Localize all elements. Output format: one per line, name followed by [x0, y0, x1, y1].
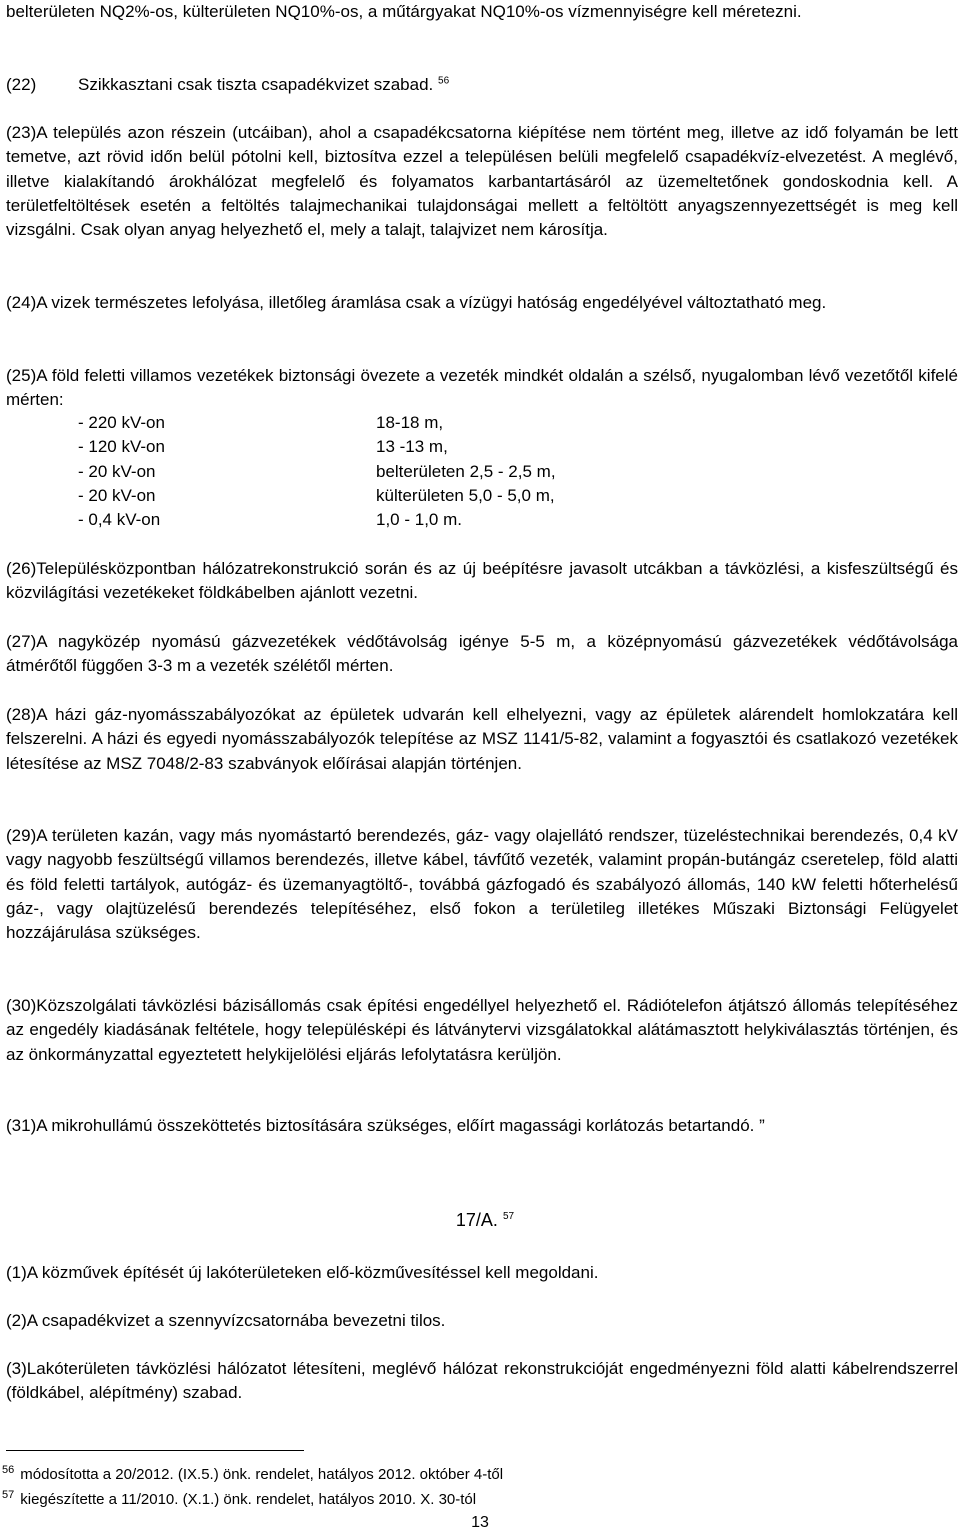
paragraph-26 — [6, 557, 958, 606]
item-number: (3) — [6, 1359, 27, 1378]
item-number: (2) — [6, 1311, 27, 1330]
paragraph-number: (24) — [6, 293, 37, 312]
paragraph-28 — [6, 703, 958, 776]
footnote-text: módosította a 20/2012. (IX.5.) önk. rendelet, hatályos 2012. október 4-től — [20, 1466, 504, 1483]
paragraph-number: (30) — [6, 996, 37, 1015]
paragraph-text: A házi gáz-nyomásszabályozókat az épületek udvarán kell elhelyezni, vagy az épületek alárendelt homlokzatára kell felszerelni. A házi és egyedi nyomásszabályozók telepítése az MSZ 1141/5-82, valamint a fogyasztói és csatlakozó vezetékek létesítése az MSZ 7048/2-83 szabványok előírásai alapján történjen. — [6, 705, 958, 773]
paragraph-22 — [6, 73, 958, 97]
paragraph-text: Közszolgálati távközlési bázisállomás csak építési engedéllyel helyezhető el. Rádiótelefon átjátszó állomás telepítéséhez az engedély kiadásának feltétele, hogy településképi és látványtervi vizsgálatokkal alátámasztott helykiválasztás történjen, és az önkormányzattal egyeztetett helykijelölési eljárás lefolytatásra kerüljön. — [6, 996, 958, 1064]
paragraph-number: (31) — [6, 1116, 37, 1135]
item-text: A csapadékvizet a szennyvízcsatornába bevezetni tilos. — [26, 1311, 446, 1330]
paragraph-number: (27) — [6, 632, 37, 651]
paragraph-number: (25) — [6, 366, 37, 385]
footnote-56 — [2, 1466, 503, 1484]
voltage-distance-table — [78, 411, 556, 532]
distance-cell: belterületen 2,5 - 2,5 m, — [376, 461, 556, 481]
footnote-number: 56 — [2, 1464, 15, 1476]
table-row — [78, 508, 556, 532]
section-item-2 — [6, 1309, 958, 1333]
section-heading — [0, 1208, 960, 1232]
section-item-3 — [6, 1357, 958, 1406]
paragraph-number: (26) — [6, 559, 37, 578]
paragraph-number: (22) — [6, 75, 37, 94]
voltage-cell: - 0,4 kV-on — [78, 510, 161, 530]
page-number: 13 — [471, 1514, 489, 1531]
paragraph-25 — [6, 364, 958, 413]
distance-cell: 18-18 m, — [376, 413, 444, 432]
footnote-57 — [2, 1491, 476, 1509]
table-row — [78, 435, 556, 459]
paragraph-number: (29) — [6, 826, 37, 845]
footnote-text: kiegészítette a 11/2010. (X.1.) önk. rendelet, hatályos 2010. X. 30-tól — [20, 1491, 477, 1508]
item-text: Lakóterületen távközlési hálózatot létesíteni, meglévő hálózat rekonstrukcióját engedményezni föld alatti kábelrendszerrel (földkábel, alépítmény) szabad. — [6, 1359, 958, 1403]
paragraph-27 — [6, 630, 958, 679]
paragraph-31 — [6, 1114, 958, 1138]
intro-continuation: belterületen NQ2%-os, külterületen NQ10%-os, a műtárgyakat NQ10%-os vízmennyiségre kell méretezni. — [6, 2, 802, 21]
footnote-number: 57 — [2, 1489, 15, 1501]
voltage-cell: - 20 kV-on — [78, 461, 156, 481]
distance-cell: 1,0 - 1,0 m. — [376, 510, 462, 530]
distance-cell: külterületen 5,0 - 5,0 m, — [376, 485, 555, 505]
section-title: 17/A. — [455, 1210, 498, 1230]
footnote-ref-56: 56 — [438, 75, 450, 87]
section-item-1 — [6, 1261, 958, 1285]
item-text: A közművek építését új lakóterületeken elő-közművesítéssel kell megoldani. — [26, 1263, 599, 1282]
paragraph-text: A nagyközép nyomású gázvezetékek védőtávolság igénye 5-5 m, a középnyomású gázvezetékek védőtávolsága átmérőtől függően 3-3 m a vezeték szélétől mérten. — [6, 632, 958, 676]
distance-cell: 13 -13 m, — [376, 437, 448, 457]
paragraph-text: A mikrohullámú összeköttetés biztosítására szükséges, előírt magassági korlátozás betartandó. ” — [36, 1116, 765, 1135]
paragraph-text: A föld feletti villamos vezetékek biztonsági övezete a vezeték mindkét oldalán a szélső, nyugalomban lévő vezetőtől kifelé mérten: — [6, 366, 958, 410]
paragraph-number: (23) — [6, 123, 37, 142]
paragraph-23 — [6, 121, 958, 242]
paragraph-text: A területen kazán, vagy más nyomástartó berendezés, gáz- vagy olajellátó rendszer, tüzeléstechnikai berendezés, 0,4 kV vagy nagyobb feszültségű villamos berendezés, illetve kábel, távfűtő vezeték, valamint propán-butángáz cseretelep, föld alatti és föld feletti tartályok, autógáz- és üzemanyagtöltő-, továbbá gázfogadó és szabályozó állomás, 140 kW feletti hőterhelésű gáz-, vagy olajtüzelésű berendezés telepítéséhez, első fokon a területileg illetékes Műszaki Biztonsági Felügyelet hozzájárulása szükséges. — [6, 826, 958, 943]
voltage-cell: - 120 kV-on — [78, 437, 165, 457]
item-number: (1) — [6, 1263, 27, 1282]
paragraph-30 — [6, 994, 958, 1067]
table-row — [78, 484, 556, 508]
paragraph-24 — [6, 291, 958, 315]
paragraph-text: Szikkasztani csak tiszta csapadékvizet szabad. — [78, 75, 434, 94]
voltage-cell: - 20 kV-on — [78, 485, 156, 505]
paragraph-text: Településközpontban hálózatrekonstrukció során és az új beépítésre javasolt utcákban a távközlési, a kisfeszültségű és közvilágítási vezetékeket földkábelben ajánlott vezetni. — [6, 559, 958, 603]
footnote-ref-57: 57 — [502, 1211, 515, 1222]
voltage-cell: - 220 kV-on — [78, 413, 165, 432]
paragraph-number: (28) — [6, 705, 37, 724]
table-row — [78, 460, 556, 484]
paragraph-29 — [6, 824, 958, 945]
table-row — [78, 411, 556, 435]
paragraph-text: A vizek természetes lefolyása, illetőleg áramlása csak a vízügyi hatóság engedélyével változtatható meg. — [36, 293, 827, 312]
footnote-separator — [6, 1450, 304, 1451]
paragraph-text: A település azon részein (utcáiban), ahol a csapadékcsatorna kiépítése nem történt meg, illetve az idő folyamán be lett temetve, azt rövid időn belül pótolni kell, biztosítva ezzel a településen belüli megfelelő csapadékvíz-elvezetést. A meglévő, illetve kialakítandó árokhálózat megfelelő és folyamatos karbantartásáról az üzemeltetőnek gondoskodnia kell. A területfeltöltések esetén a feltöltés talajmechanikai tulajdonságai mellett a feltöltött anyagszennyezettségét is meg kell vizsgálni. Csak olyan anyag helyezhető el, mely a talajt, talajvizet nem károsítja. — [6, 123, 958, 240]
